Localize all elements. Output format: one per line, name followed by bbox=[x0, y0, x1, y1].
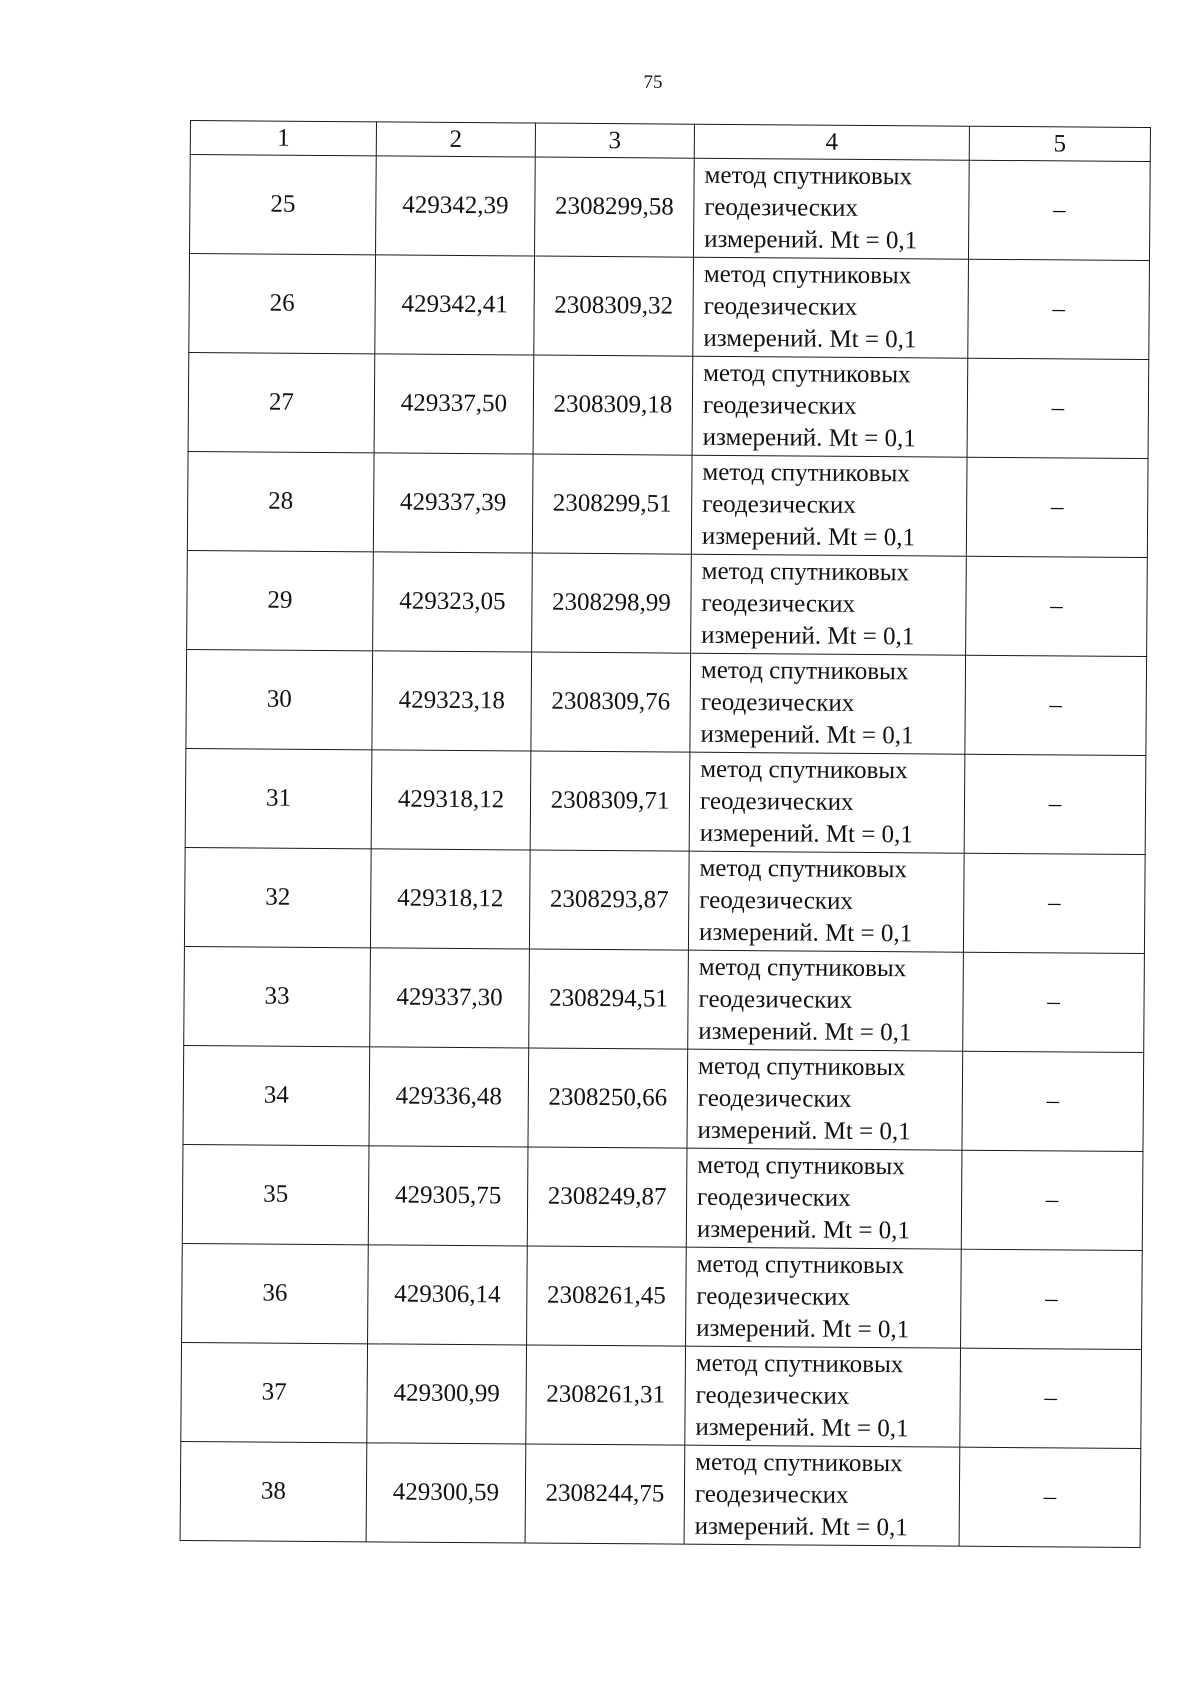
x-coordinate-cell: 429342,39 bbox=[376, 156, 536, 256]
method-line: геодезических bbox=[696, 1282, 851, 1311]
y-coordinate-cell: 2308250,66 bbox=[528, 1048, 688, 1148]
y-coordinate-cell: 2308309,76 bbox=[531, 652, 691, 752]
point-number-cell: 30 bbox=[186, 649, 373, 749]
table-row bbox=[187, 550, 1148, 656]
method-line: измерений. Mt = 0,1 bbox=[699, 819, 913, 849]
point-number-cell: 25 bbox=[190, 155, 377, 255]
method-cell bbox=[693, 257, 969, 358]
method-line: геодезических bbox=[702, 391, 857, 420]
method-cell bbox=[688, 950, 964, 1051]
note-cell: – bbox=[968, 259, 1150, 359]
method-cell bbox=[685, 1346, 961, 1447]
method-line: измерений. Mt = 0,1 bbox=[702, 423, 916, 453]
method-line: геодезических bbox=[698, 985, 853, 1014]
method-line: метод спутниковых bbox=[703, 359, 911, 389]
method-cell bbox=[694, 158, 970, 259]
method-line: метод спутниковых bbox=[700, 656, 909, 686]
note-cell: – bbox=[965, 655, 1147, 755]
table-row bbox=[188, 352, 1149, 458]
y-coordinate-cell: 2308309,32 bbox=[534, 256, 694, 356]
method-line: измерений. Mt = 0,1 bbox=[696, 1215, 911, 1245]
table-row bbox=[190, 155, 1151, 261]
x-coordinate-cell: 429306,14 bbox=[368, 1245, 528, 1345]
point-number-cell: 36 bbox=[182, 1243, 369, 1343]
method-line: геодезических bbox=[699, 886, 853, 915]
y-coordinate-cell: 2308299,51 bbox=[532, 454, 692, 554]
y-coordinate-cell: 2308309,18 bbox=[533, 355, 693, 455]
page-number: 75 bbox=[643, 72, 663, 93]
table-row bbox=[183, 1045, 1144, 1151]
method-line: геодезических bbox=[704, 193, 859, 222]
method-line: метод спутниковых bbox=[702, 458, 910, 488]
method-line: геодезических bbox=[699, 787, 854, 816]
method-line: метод спутниковых bbox=[697, 1052, 906, 1082]
method-line: измерений. Mt = 0,1 bbox=[696, 1314, 910, 1344]
method-line: геодезических bbox=[695, 1381, 850, 1410]
y-coordinate-cell: 2308298,99 bbox=[532, 553, 692, 653]
column-header-2: 2 bbox=[376, 122, 535, 157]
table-row bbox=[186, 649, 1147, 755]
method-line: метод спутниковых bbox=[700, 755, 908, 785]
method-line: метод спутниковых bbox=[704, 161, 913, 191]
point-number-cell: 28 bbox=[187, 451, 374, 551]
x-coordinate-cell: 429323,18 bbox=[372, 651, 532, 751]
y-coordinate-cell: 2308249,87 bbox=[527, 1147, 687, 1247]
note-cell: – bbox=[967, 358, 1149, 458]
point-number-cell: 31 bbox=[185, 748, 372, 848]
table-row bbox=[180, 1441, 1141, 1547]
x-coordinate-cell: 429342,41 bbox=[375, 255, 535, 355]
method-line: метод спутниковых bbox=[698, 953, 907, 983]
y-coordinate-cell: 2308261,45 bbox=[527, 1246, 687, 1346]
method-line: измерений. Mt = 0,1 bbox=[703, 324, 917, 354]
x-coordinate-cell: 429318,12 bbox=[370, 849, 530, 949]
table-row bbox=[189, 254, 1150, 360]
method-line: метод спутниковых bbox=[695, 1349, 904, 1379]
method-line: измерений. Mt = 0,1 bbox=[698, 1017, 912, 1047]
method-cell bbox=[690, 653, 966, 754]
method-line: измерений. Mt = 0,1 bbox=[695, 1413, 909, 1443]
x-coordinate-cell: 429323,05 bbox=[373, 552, 533, 652]
table-row bbox=[184, 946, 1145, 1052]
method-cell bbox=[686, 1247, 962, 1348]
note-cell: – bbox=[966, 556, 1148, 656]
method-line: метод спутниковых bbox=[701, 557, 910, 587]
column-header-1: 1 bbox=[190, 121, 376, 156]
note-cell: – bbox=[969, 160, 1151, 260]
point-number-cell: 38 bbox=[180, 1441, 367, 1541]
y-coordinate-cell: 2308294,51 bbox=[529, 949, 689, 1049]
x-coordinate-cell: 429318,12 bbox=[371, 750, 531, 850]
note-cell: – bbox=[966, 457, 1148, 557]
y-coordinate-cell: 2308299,58 bbox=[535, 157, 695, 257]
note-cell: – bbox=[961, 1249, 1143, 1349]
note-cell: – bbox=[960, 1348, 1142, 1448]
point-number-cell: 27 bbox=[188, 352, 375, 452]
coordinates-table-wrapper bbox=[180, 120, 1150, 1548]
method-line: измерений. Mt = 0,1 bbox=[701, 522, 916, 552]
point-number-cell: 37 bbox=[181, 1342, 368, 1442]
note-cell: – bbox=[961, 1150, 1143, 1250]
column-header-3: 3 bbox=[535, 123, 694, 158]
method-line: измерений. Mt = 0,1 bbox=[700, 720, 914, 750]
method-cell bbox=[691, 455, 967, 556]
method-cell bbox=[686, 1148, 962, 1249]
y-coordinate-cell: 2308261,31 bbox=[526, 1345, 686, 1445]
method-line: геодезических bbox=[697, 1183, 851, 1212]
method-line: метод спутниковых bbox=[695, 1448, 903, 1478]
method-cell bbox=[692, 356, 968, 457]
y-coordinate-cell: 2308293,87 bbox=[529, 850, 689, 950]
method-line: метод спутниковых bbox=[699, 854, 908, 884]
method-line: геодезических bbox=[694, 1480, 849, 1509]
point-number-cell: 32 bbox=[184, 847, 371, 947]
method-cell bbox=[684, 1445, 960, 1546]
note-cell: – bbox=[963, 853, 1145, 953]
point-number-cell: 34 bbox=[183, 1045, 370, 1145]
x-coordinate-cell: 429300,99 bbox=[367, 1344, 527, 1444]
x-coordinate-cell: 429300,59 bbox=[366, 1443, 526, 1543]
method-line: геодезических bbox=[703, 292, 858, 321]
method-line: метод спутниковых bbox=[697, 1151, 905, 1181]
method-cell bbox=[687, 1049, 963, 1150]
point-number-cell: 29 bbox=[187, 550, 374, 650]
point-number-cell: 35 bbox=[182, 1144, 369, 1244]
table-row bbox=[182, 1243, 1143, 1349]
method-cell bbox=[688, 851, 964, 952]
table-row bbox=[182, 1144, 1143, 1250]
table-row bbox=[184, 847, 1145, 953]
method-line: измерений. Mt = 0,1 bbox=[697, 1116, 911, 1146]
method-line: геодезических bbox=[701, 589, 856, 618]
point-number-cell: 26 bbox=[189, 254, 376, 354]
method-line: измерений. Mt = 0,1 bbox=[698, 918, 913, 948]
method-line: измерений. Mt = 0,1 bbox=[694, 1512, 908, 1542]
column-header-4: 4 bbox=[694, 124, 969, 160]
method-line: измерений. Mt = 0,1 bbox=[701, 621, 915, 651]
y-coordinate-cell: 2308244,75 bbox=[525, 1444, 685, 1544]
note-cell: – bbox=[964, 754, 1146, 854]
x-coordinate-cell: 429337,30 bbox=[370, 948, 530, 1048]
method-line: измерений. Mt = 0,1 bbox=[704, 225, 918, 255]
method-line: геодезических bbox=[697, 1084, 852, 1113]
method-cell bbox=[691, 554, 967, 655]
table-row bbox=[187, 451, 1148, 557]
method-cell bbox=[689, 752, 965, 853]
point-number-cell: 33 bbox=[184, 946, 371, 1046]
table-row bbox=[185, 748, 1146, 854]
table-body bbox=[180, 155, 1150, 1548]
method-line: геодезических bbox=[702, 490, 856, 519]
note-cell: – bbox=[962, 1051, 1144, 1151]
table-row bbox=[181, 1342, 1142, 1448]
x-coordinate-cell: 429337,50 bbox=[374, 354, 534, 454]
note-cell: – bbox=[959, 1447, 1141, 1547]
coordinates-table bbox=[180, 120, 1151, 1548]
x-coordinate-cell: 429336,48 bbox=[369, 1047, 529, 1147]
x-coordinate-cell: 429305,75 bbox=[368, 1146, 528, 1246]
method-line: метод спутниковых bbox=[696, 1250, 905, 1280]
x-coordinate-cell: 429337,39 bbox=[373, 453, 533, 553]
method-line: геодезических bbox=[700, 688, 855, 717]
column-header-5: 5 bbox=[969, 126, 1150, 161]
y-coordinate-cell: 2308309,71 bbox=[530, 751, 690, 851]
note-cell: – bbox=[963, 952, 1145, 1052]
method-line: метод спутниковых bbox=[703, 260, 912, 290]
